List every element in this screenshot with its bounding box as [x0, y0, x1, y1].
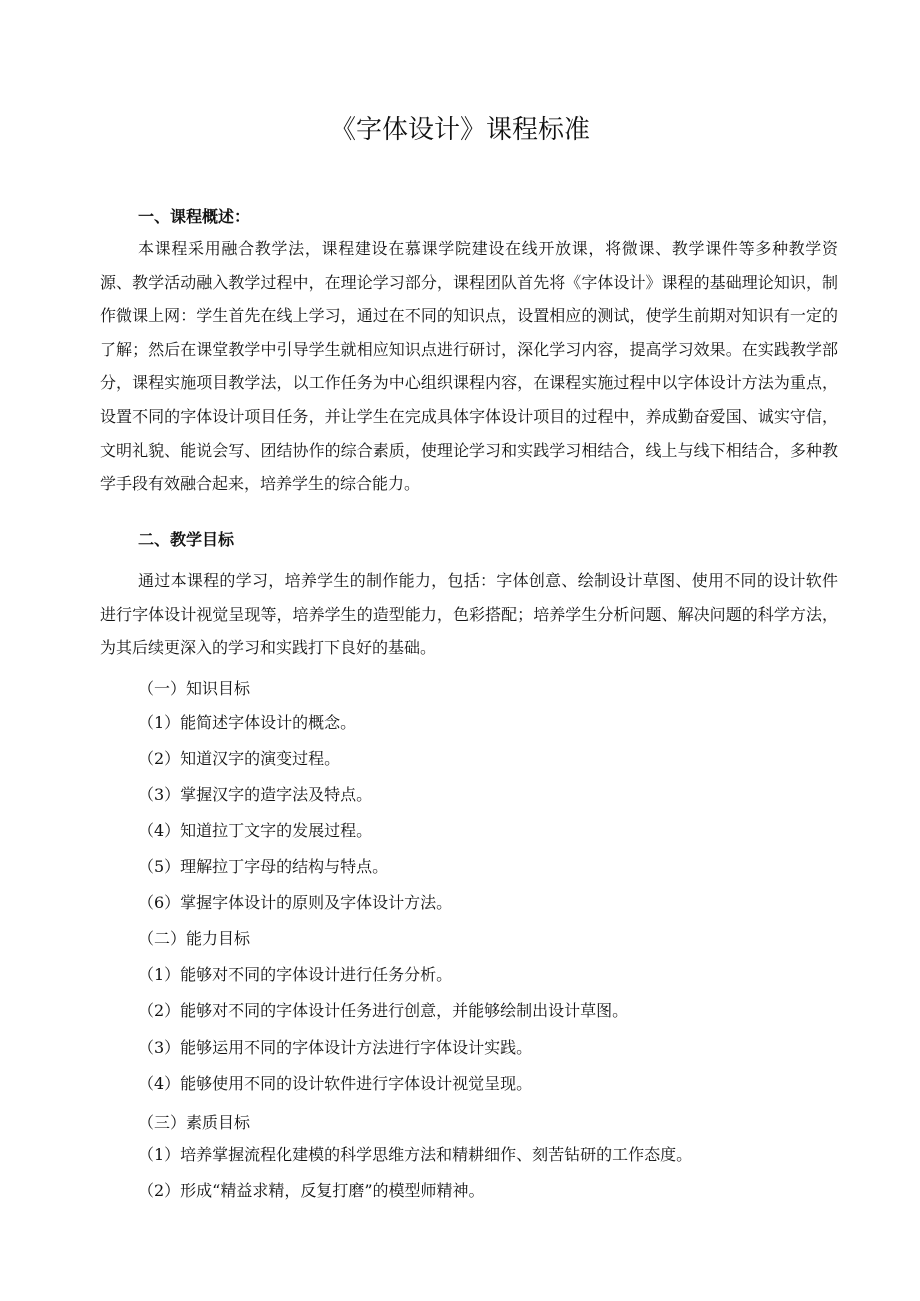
subheading-ability: （二）能力目标	[138, 929, 251, 948]
page-title: 《字体设计》课程标准	[329, 115, 590, 145]
quality-item: （1）培养掌握流程化建模的科学思维方法和精耕细作、刻苦钻研的工作态度。	[138, 1145, 693, 1164]
objectives-paragraph: 通过本课程的学习，培养学生的制作能力，包括：字体创意、绘制设计草图、使用不同的设计软件进行字体设计视觉呈现等，培养学生的造型能力，色彩搭配；培养学生分析问题、解决问题的科学方法，为其后续更深入的学习和实践打下良好的基础。	[100, 571, 838, 658]
subheading-quality: （三）素质目标	[138, 1113, 251, 1132]
subheading-knowledge: （一）知识目标	[138, 679, 251, 698]
section-heading-objectives: 二、教学目标	[138, 530, 235, 549]
knowledge-item: （3）掌握汉字的造字法及特点。	[138, 785, 373, 804]
section-heading-overview: 一、课程概述：	[138, 207, 251, 226]
overview-paragraph: 本课程采用融合教学法，课程建设在慕课学院建设在线开放课，将微课、教学课件等多种教学资源、教学活动融入教学过程中，在理论学习部分，课程团队首先将《字体设计》课程的基础理论知识，制作微课上网：学生首先在线上学习，通过在不同的知识点，设置相应的测试，使学生前期对知识有一定的了解；然后在课堂教学中引导学生就相应知识点进行研讨，深化学习内容，提高学习效果。在实践教学部分，课程实施项目教学法，以工作任务为中心组织课程内容，在课程实施过程中以字体设计方法为重点，设置不同的字体设计项目任务，并让学生在完成具体字体设计项目的过程中，养成勤奋爱国、诚实守信，文明礼貌、能说会写、团结协作的综合素质，使理论学习和实践学习相结合，线上与线下相结合，多种教学手段有效融合起来，培养学生的综合能力。	[100, 239, 838, 494]
ability-item: （1）能够对不同的字体设计进行任务分析。	[138, 965, 453, 984]
quality-item: （2）形成“精益求精，反复打磨”的模型师精神。	[138, 1181, 485, 1200]
ability-item: （4）能够使用不同的设计软件进行字体设计视觉呈现。	[138, 1074, 533, 1093]
knowledge-item: （1）能简述字体设计的概念。	[138, 713, 357, 732]
knowledge-item: （6）掌握字体设计的原则及字体设计方法。	[138, 893, 453, 912]
ability-item: （2）能够对不同的字体设计任务进行创意，并能够绘制出设计草图。	[138, 1001, 629, 1020]
ability-item: （3）能够运用不同的字体设计方法进行字体设计实践。	[138, 1038, 533, 1057]
knowledge-item: （4）知道拉丁文字的发展过程。	[138, 821, 373, 840]
knowledge-item: （5）理解拉丁字母的结构与特点。	[138, 857, 389, 876]
knowledge-item: （2）知道汉字的演变过程。	[138, 749, 341, 768]
